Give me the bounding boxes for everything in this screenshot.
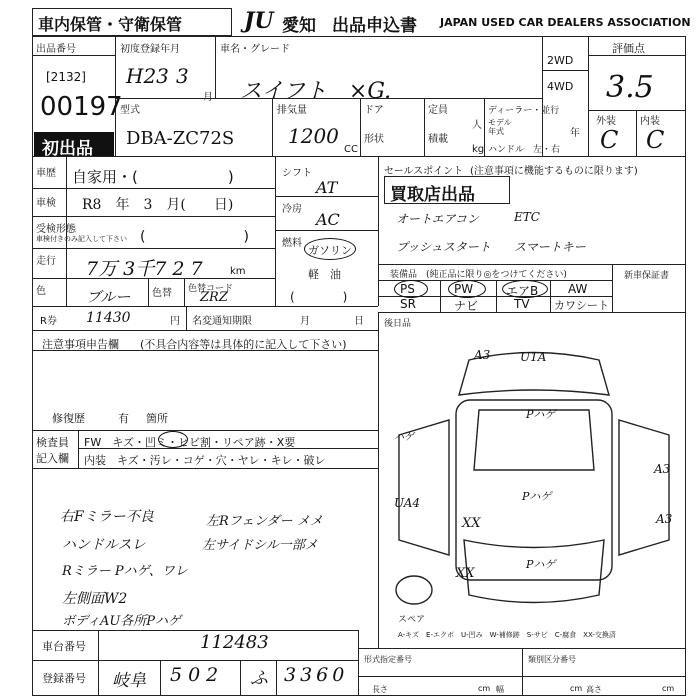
plate-kana: ふ — [250, 668, 268, 689]
tax-value: 11430 — [86, 310, 131, 326]
equip-pw-circle — [448, 280, 486, 298]
chassis-number: 112483 — [200, 632, 269, 653]
receipt-note: 車検付きのみ記入して下さい — [36, 235, 127, 243]
cap-unit: 人 — [472, 120, 482, 131]
region-name: 愛知 — [282, 16, 316, 36]
first-listing-text: 初出品 — [42, 139, 93, 159]
mark-a3-right-1: A3 — [654, 462, 671, 476]
shift-label: シフト — [282, 168, 312, 179]
remark-7: ボディAU各所Pハゲ — [62, 614, 182, 629]
right-side — [619, 420, 669, 555]
spare-label: スペア — [398, 615, 426, 625]
type-number-label: 形式指定番号 — [364, 655, 412, 664]
selling-item-4: スマートキー — [514, 240, 586, 254]
mark-peel-hood: Pハゲ — [526, 408, 556, 421]
ac-value: AC — [316, 210, 340, 229]
expiry-month: 月 — [300, 316, 310, 327]
remark-6: 左側面W2 — [62, 591, 128, 607]
fuel-paren: ( ) — [290, 290, 348, 304]
inspector-row-2: 内装 キズ・汚レ・コゲ・穴・ヤレ・キレ・破レ — [84, 454, 326, 467]
name-label: 車名・グレード — [220, 44, 290, 55]
width-label: 幅 — [496, 685, 504, 694]
remark-4: 左サイドシル一部メ — [202, 538, 318, 553]
expiry-label: 名変通知期限 — [192, 316, 252, 327]
remark-5: Rミラー Pハゲ、ワレ — [62, 564, 188, 579]
mileage-value: 7万 3千7 2 7 — [86, 258, 203, 280]
equip-ps: PS — [400, 282, 415, 296]
remark-2: 左Rフェンダー メメ — [206, 514, 323, 529]
lot-number: 00197 — [40, 92, 123, 122]
equip-airbag: エアB — [506, 284, 539, 298]
plate-class: 502 — [170, 664, 225, 686]
plate-label: 登録番号 — [42, 672, 86, 685]
color-code: ZRZ — [200, 290, 228, 305]
use-label: 車歴 — [36, 168, 56, 179]
spare-tire — [396, 576, 432, 604]
receipt-paren: ( ) — [140, 229, 249, 245]
mark-a3-front: A3 — [474, 348, 491, 362]
inspect-value: R8 年 3 月( 日) — [82, 197, 234, 213]
class-number-label: 類別区分番号 — [528, 655, 576, 664]
notes-label: 注意事項申告欄 — [42, 338, 119, 351]
lot-label: 出品番号 — [36, 44, 76, 55]
mark-xx-1: XX — [462, 516, 481, 531]
mark-a3-right-2: A3 — [656, 512, 673, 526]
lot-sub: [2132] — [46, 70, 86, 84]
cc-label: 排気量 — [277, 105, 307, 116]
handle-label: ハンドル 左・右 — [488, 145, 561, 155]
repair-label: 修復歴 — [52, 412, 85, 425]
reg-month: 3 — [176, 64, 189, 88]
mark-xx-2: XX — [456, 566, 475, 581]
expiry-day: 日 — [354, 316, 364, 327]
width-unit: cm — [570, 684, 583, 693]
drive-2wd: 2WD — [547, 54, 574, 67]
buyer-stamp-text: 買取店出品 — [390, 185, 475, 205]
diagram-legend: A-キズ E-エクボ U-凹み W-補修跡 S-サビ C-腐食 XX-交換済 — [398, 631, 616, 639]
ext-grade: C — [600, 126, 619, 154]
mark-peel-trunk: Pハゲ — [526, 558, 556, 571]
grade-label: 評価点 — [612, 42, 645, 55]
height-unit: cm — [662, 684, 675, 693]
reg-year: H23 — [126, 64, 169, 88]
dealer-label: ディーラー・並行 — [488, 106, 560, 116]
car-name: スイフト ×G. — [240, 79, 392, 104]
selling-item-2: ETC — [514, 210, 540, 224]
remark-1: 右Fミラー不良 — [60, 509, 154, 525]
mark-ua4: UA4 — [394, 496, 421, 510]
equip-airbag-circle — [502, 280, 548, 298]
cap-label: 定員 — [428, 105, 448, 116]
ext-label: 外装 — [596, 116, 616, 127]
color-label: 色 — [36, 286, 46, 297]
color-change-label: 色替 — [152, 288, 172, 299]
selling-label: セールスポイント — [384, 166, 464, 177]
form-subtitle: JAPAN USED CAR DEALERS ASSOCIATION — [440, 16, 691, 29]
equip-ps-circle — [394, 280, 428, 298]
plate-number: 3360 — [284, 664, 349, 686]
year-unit: 年 — [570, 128, 580, 139]
cc-unit: CC — [344, 144, 358, 155]
color-value: ブルー — [86, 288, 131, 306]
inspector-label-2: 記入欄 — [36, 452, 69, 465]
repair-place: 箇所 — [146, 412, 168, 425]
equip-tv: TV — [514, 297, 530, 311]
mark-peel-roof: Pハゲ — [522, 490, 552, 503]
cc-value: 1200 — [288, 124, 339, 148]
length-label: 長さ — [372, 685, 388, 694]
selling-item-3: プッシュスタート — [396, 240, 491, 254]
mileage-label: 走行 — [36, 256, 56, 267]
mileage-unit: km — [230, 266, 246, 277]
color-code-label: 色替コード — [188, 284, 234, 294]
inspect-label: 車検 — [36, 198, 56, 209]
use-value: 自家用・( ) — [72, 168, 234, 186]
ac-label: 冷房 — [282, 204, 302, 215]
height-label: 高さ — [586, 685, 602, 694]
length-unit: cm — [478, 684, 491, 693]
storage-badge-text: 車内保管・守衛保管 — [38, 15, 183, 34]
shape-label: 形状 — [364, 134, 384, 145]
mark-u1a: U1A — [520, 350, 547, 364]
notes-instruction: (不具合内容等は具体的に記入して下さい) — [140, 338, 347, 351]
equip-sr: SR — [400, 297, 416, 311]
model-label: 型式 — [120, 105, 140, 116]
selling-item-1: オートエアコン — [396, 212, 479, 226]
reg-label: 初度登録年月 — [120, 44, 180, 55]
receipt-label: 受検形態 — [36, 224, 76, 235]
ju-logo: JU — [244, 8, 274, 34]
equip-label: 装備品 — [390, 270, 418, 280]
equip-leather: カワシート — [554, 299, 609, 312]
drive-4wd: 4WD — [547, 80, 574, 93]
grade-value: 3.5 — [606, 70, 654, 105]
chassis-label: 車台番号 — [42, 640, 86, 653]
mark-peel-side: ハゲ — [394, 432, 414, 443]
tax-label: R券 — [40, 316, 57, 327]
fuel-diesel: 軽 油 — [308, 268, 341, 281]
equip-navi: ナビ — [454, 299, 479, 313]
shift-value: AT — [316, 178, 338, 197]
inspector-row-1: FW キズ・凹ミ・ヒビ割・リペア跡・X要 — [84, 436, 296, 449]
load-label: 積載 — [428, 134, 448, 145]
equip-aw: AW — [568, 282, 588, 296]
fw-dent-circle — [158, 431, 188, 448]
after-label: 後日品 — [384, 319, 412, 329]
inspector-label-1: 検査員 — [36, 436, 69, 449]
plate-pref: 岐阜 — [112, 671, 146, 691]
fuel-label: 燃料 — [282, 238, 302, 249]
warranty-label: 新車保証書 — [624, 271, 670, 281]
reg-month-unit: 月 — [203, 92, 213, 103]
equip-note: (純正品に限り◎をつけてください) — [426, 270, 567, 280]
model-year-label: モデル 年式 — [488, 118, 512, 136]
tax-unit: 円 — [170, 316, 180, 327]
equip-pw: PW — [454, 282, 474, 296]
repair-value: 有 — [118, 412, 129, 425]
form-title: 出品申込書 — [332, 16, 417, 36]
int-grade: C — [646, 126, 665, 154]
door-label: ドア — [364, 105, 384, 116]
fuel-gas: ガソリン — [308, 244, 352, 257]
int-label: 内装 — [640, 116, 660, 127]
remark-3: ハンドルスレ — [62, 537, 146, 553]
model-code: DBA-ZC72S — [126, 128, 235, 149]
kg-unit: kg — [472, 144, 485, 155]
selling-note: (注意事項に機能するものに限ります) — [470, 166, 638, 177]
